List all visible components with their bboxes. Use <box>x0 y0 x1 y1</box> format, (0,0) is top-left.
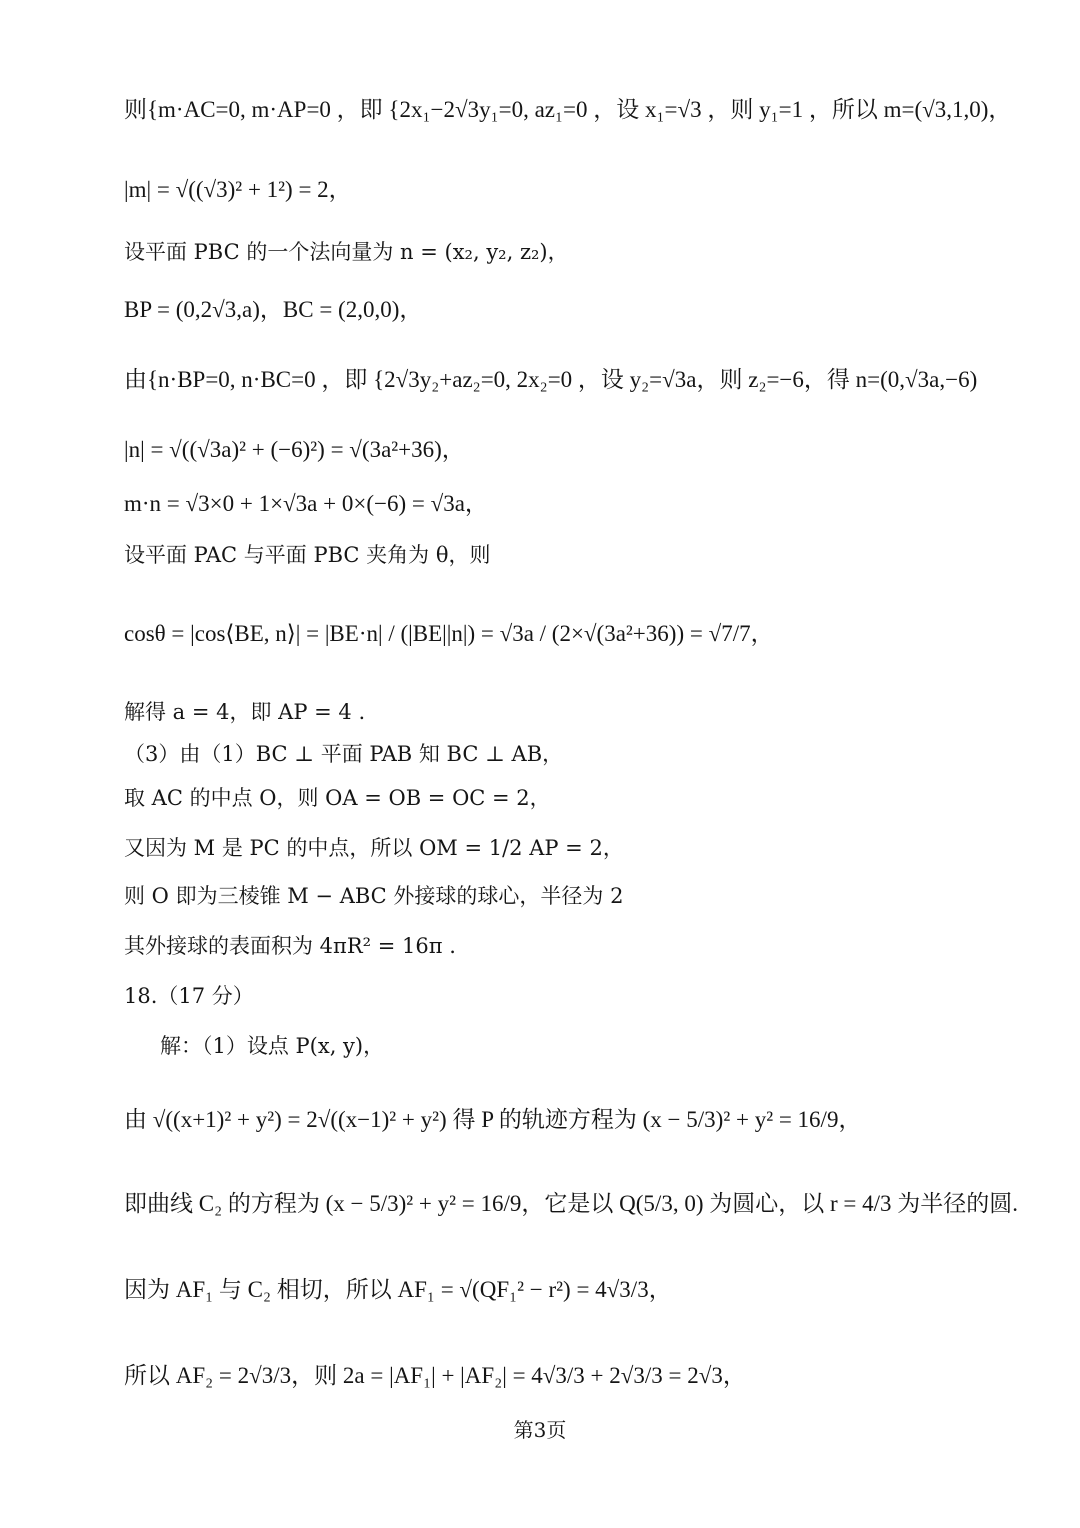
section-18-heading: 18.（17 分） <box>124 984 254 1008</box>
line-10: 解得 a = 4，即 AP = 4 . <box>124 700 366 724</box>
line-15: 其外接球的表面积为 4πR² = 16π . <box>124 934 456 958</box>
line-14: 则 O 即为三棱锥 M − ABC 外接球的球心，半径为 2 <box>124 884 624 908</box>
line-6: |n| = √((√3a)² + (−6)²) = √(3a²+36)， <box>124 437 465 462</box>
line-2: |m| = √((√3)² + 1²) = 2， <box>124 177 352 202</box>
line-4: BP = (0,2√3,a)，BC = (2,0,0)， <box>124 297 423 322</box>
line-13: 又因为 M 是 PC 的中点，所以 OM = 1/2 AP = 2， <box>124 836 624 860</box>
line-7: m·n = √3×0 + 1×√3a + 0×(−6) = √3a， <box>124 491 488 516</box>
line-3: 设平面 PBC 的一个法向量为 n = (x₂, y₂, z₂)， <box>124 240 569 264</box>
line-8: 设平面 PAC 与平面 PBC 夹角为 θ，则 <box>124 543 491 567</box>
line-17: 解：（1）设点 P(x, y)， <box>160 1034 385 1058</box>
line-20: 因为 AF₁ 与 C₂ 相切，所以 AF₁ = √(QF₁² − r²) = 4√3/3， <box>124 1277 672 1302</box>
line-12: 取 AC 的中点 O，则 OA = OB = OC = 2， <box>124 786 551 810</box>
line-5: 由{n·BP=0, n·BC=0 ，即 {2√3y₂+az₂=0, 2x₂=0 ，设 y₂=√3a，则 z₂=−6，得 n=(0,√3a,−6) <box>124 367 978 392</box>
line-19: 即曲线 C₂ 的方程为 (x − 5/3)² + y² = 16/9，它是以 Q(5/3, 0) 为圆心，以 r = 4/3 为半径的圆. <box>124 1191 1019 1216</box>
line-11: （3）由（1）BC ⊥ 平面 PAB 知 BC ⊥ AB， <box>124 742 564 766</box>
line-9: cosθ = |cos⟨BE, n⟩| = |BE·n| / (|BE||n|) = √3a / (2×√(3a²+36)) = √7/7， <box>124 621 774 646</box>
line-1: 则{m·AC=0, m·AP=0 ，即 {2x₁−2√3y₁=0, az₁=0 ，设 x₁=√3 ，则 y₁=1 ，所以 m=(√3,1,0)， <box>124 97 1012 122</box>
page-number: 第3页 <box>513 1418 567 1442</box>
line-18: 由 √((x+1)² + y²) = 2√((x−1)² + y²) 得 P 的轨迹方程为 (x − 5/3)² + y² = 16/9， <box>124 1107 862 1132</box>
line-21: 所以 AF₂ = 2√3/3，则 2a = |AF₁| + |AF₂| = 4√3/3 + 2√3/3 = 2√3， <box>124 1363 746 1388</box>
